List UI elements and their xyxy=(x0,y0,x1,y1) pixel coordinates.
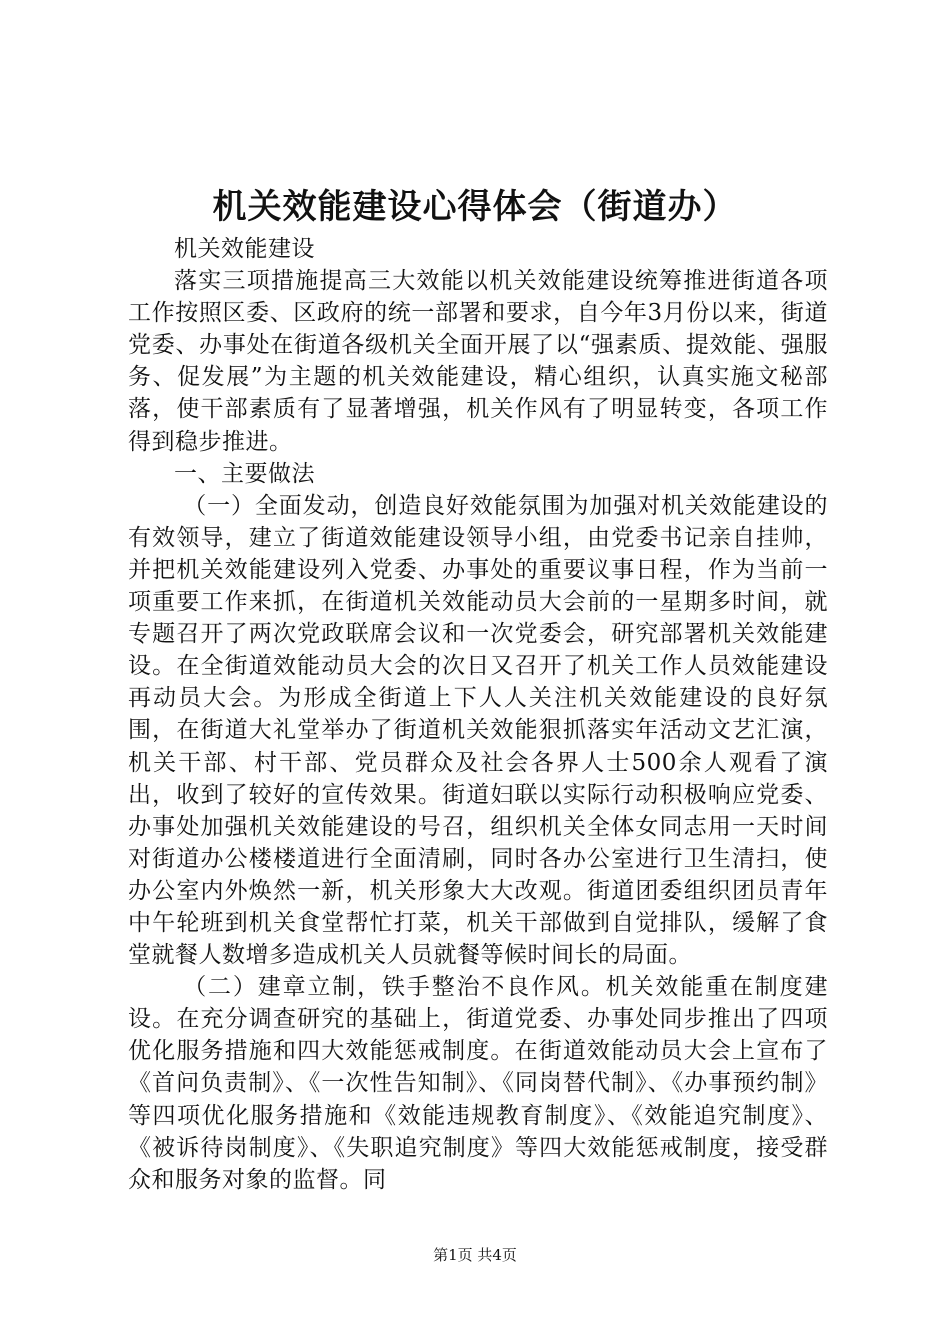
page-footer: 第1页 共4页 xyxy=(433,1246,517,1264)
paragraph-section-1: （一）全面发动，创造良好效能氛围为加强对机关效能建设的有效领导，建立了街道效能建设领导小组，由党委书记亲自挂帅，并把机关效能建设列入党委、办事处的重要议事日程，作为当前一项重要工作来抓，在街道机关效能动员大会前的一星期多时间，就专题召开了两次党政联席会议和一次党委会，研究部署机关效能建设。在全街道效能动员大会的次日又召开了机关工作人员效能建设再动员大会。为形成全街道上下人人关注机关效能建设的良好氛围，在街道大礼堂举办了街道机关效能狠抓落实年活动文艺汇演，机关干部、村干部、党员群众及社会各界人士500余人观看了演出，收到了较好的宣传效果。街道妇联以实际行动积极响应党委、办事处加强机关效能建设的号召，组织机关全体女同志用一天时间对街道办公楼楼道进行全面清刷，同时各办公室进行卫生清扫，使办公室内外焕然一新，机关形象大大改观。街道团委组织团员青年中午轮班到机关食堂帮忙打菜，机关干部做到自觉排队，缓解了食堂就餐人数增多造成机关人员就餐等候时间长的局面。 xyxy=(128,492,828,969)
paragraph-heading: 机关效能建设 xyxy=(174,236,315,262)
paragraph-section-2: （二）建章立制，铁手整治不良作风。机关效能重在制度建设。在充分调查研究的基础上，街道党委、办事处同步推出了四项优化服务措施和四大效能惩戒制度。在街道效能动员大会上宣布了《首问负责制》、《一次性告知制》、《同岗替代制》、《办事预约制》等四项优化服务措施和《效能违规教育制度》、《效能追究制度》、《被诉待岗制度》、《失职追究制度》等四大效能惩戒制度，接受群众和服务对象的监督。同 xyxy=(128,974,828,1193)
paragraph-intro: 落实三项措施提高三大效能以机关效能建设统筹推进街道各项工作按照区委、区政府的统一部署和要求，自今年3月份以来，街道党委、办事处在街道各级机关全面开展了以“强素质、提效能、强服务、促发展”为主题的机关效能建设，精心组织，认真实施文秘部落，使干部素质有了显著增强，机关作风有了明显转变，各项工作得到稳步推进。 xyxy=(128,268,828,455)
section-heading: 一、主要做法 xyxy=(174,460,315,487)
document-body xyxy=(128,233,828,1196)
document-title: 机关效能建设心得体会（街道办） xyxy=(212,187,738,227)
